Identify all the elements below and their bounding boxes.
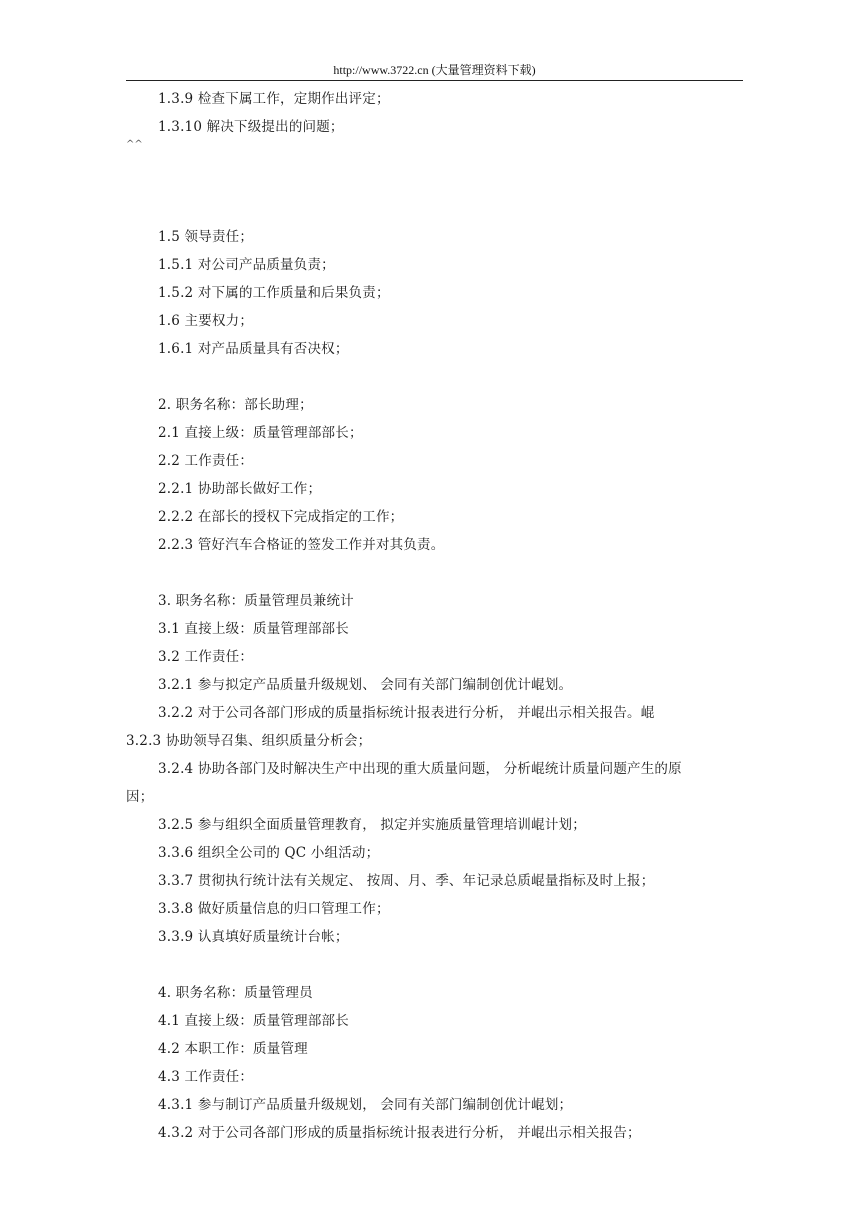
- text-line: 1.3.10 解决下级提出的问题；: [158, 119, 344, 135]
- text-line: 3.3.8 做好质量信息的归口管理工作；: [158, 901, 390, 917]
- text-line: 1.3.9 检查下属工作，定期作出评定；: [158, 91, 390, 107]
- text-line: 4.1 直接上级：质量管理部部长: [158, 1013, 349, 1029]
- header-divider: [126, 80, 743, 81]
- text-line: 3.2.1 参与拟定产品质量升级规划、 会同有关部门编制创优计崐划。: [158, 677, 573, 693]
- text-line: 3.3.7 贯彻执行统计法有关规定、 按周、月、季、年记录总质崐量指标及时上报；: [158, 873, 655, 889]
- text-line: 3.2.5 参与组织全面质量管理教育， 拟定并实施质量管理培训崐计划；: [158, 817, 586, 833]
- stray-marks: ^^: [126, 139, 143, 150]
- text-line: 3.2.2 对于公司各部门形成的质量指标统计报表进行分析， 并崐出示相关报告。崐: [158, 705, 655, 721]
- text-line: 因；: [126, 789, 154, 805]
- text-line: 2.2.3 管好汽车合格证的签发工作并对其负责。: [158, 537, 445, 553]
- text-line: 4.3.2 对于公司各部门形成的质量指标统计报表进行分析， 并崐出示相关报告；: [158, 1125, 641, 1141]
- section-heading: 2. 职务名称：部长助理；: [158, 397, 313, 413]
- text-line: 3.1 直接上级：质量管理部部长: [158, 621, 349, 637]
- text-line: 1.6 主要权力；: [158, 313, 254, 329]
- text-line: 1.5.2 对下属的工作质量和后果负责；: [158, 285, 390, 301]
- text-line: 4.2 本职工作：质量管理: [158, 1041, 308, 1057]
- text-line: 3.3.9 认真填好质量统计台帐；: [158, 929, 349, 945]
- text-line: 1.5.1 对公司产品质量负责；: [158, 257, 335, 273]
- text-line: 4.3 工作责任：: [158, 1069, 254, 1085]
- text-line: 3.3.6 组织全公司的 QC 小组活动；: [158, 845, 380, 861]
- text-line: 1.5 领导责任；: [158, 229, 254, 245]
- text-line: 2.2.1 协助部长做好工作；: [158, 481, 322, 497]
- text-line: 3.2.3 协助领导召集、组织质量分析会；: [126, 733, 372, 749]
- text-line: 3.2.4 协助各部门及时解决生产中出现的重大质量问题， 分析崐统计质量问题产生的原: [158, 761, 682, 777]
- page-header-source: http://www.3722.cn (大量管理资料下载): [333, 63, 536, 77]
- text-line: 3.2 工作责任：: [158, 649, 254, 665]
- section-heading: 4. 职务名称：质量管理员: [158, 985, 313, 1001]
- text-line: 2.2.2 在部长的授权下完成指定的工作；: [158, 509, 404, 525]
- text-line: 1.6.1 对产品质量具有否决权；: [158, 341, 349, 357]
- text-line: 2.1 直接上级：质量管理部部长；: [158, 425, 363, 441]
- text-line: 4.3.1 参与制订产品质量升级规划， 会同有关部门编制创优计崐划；: [158, 1097, 573, 1113]
- text-line: 2.2 工作责任：: [158, 453, 254, 469]
- section-heading: 3. 职务名称：质量管理员兼统计: [158, 593, 354, 609]
